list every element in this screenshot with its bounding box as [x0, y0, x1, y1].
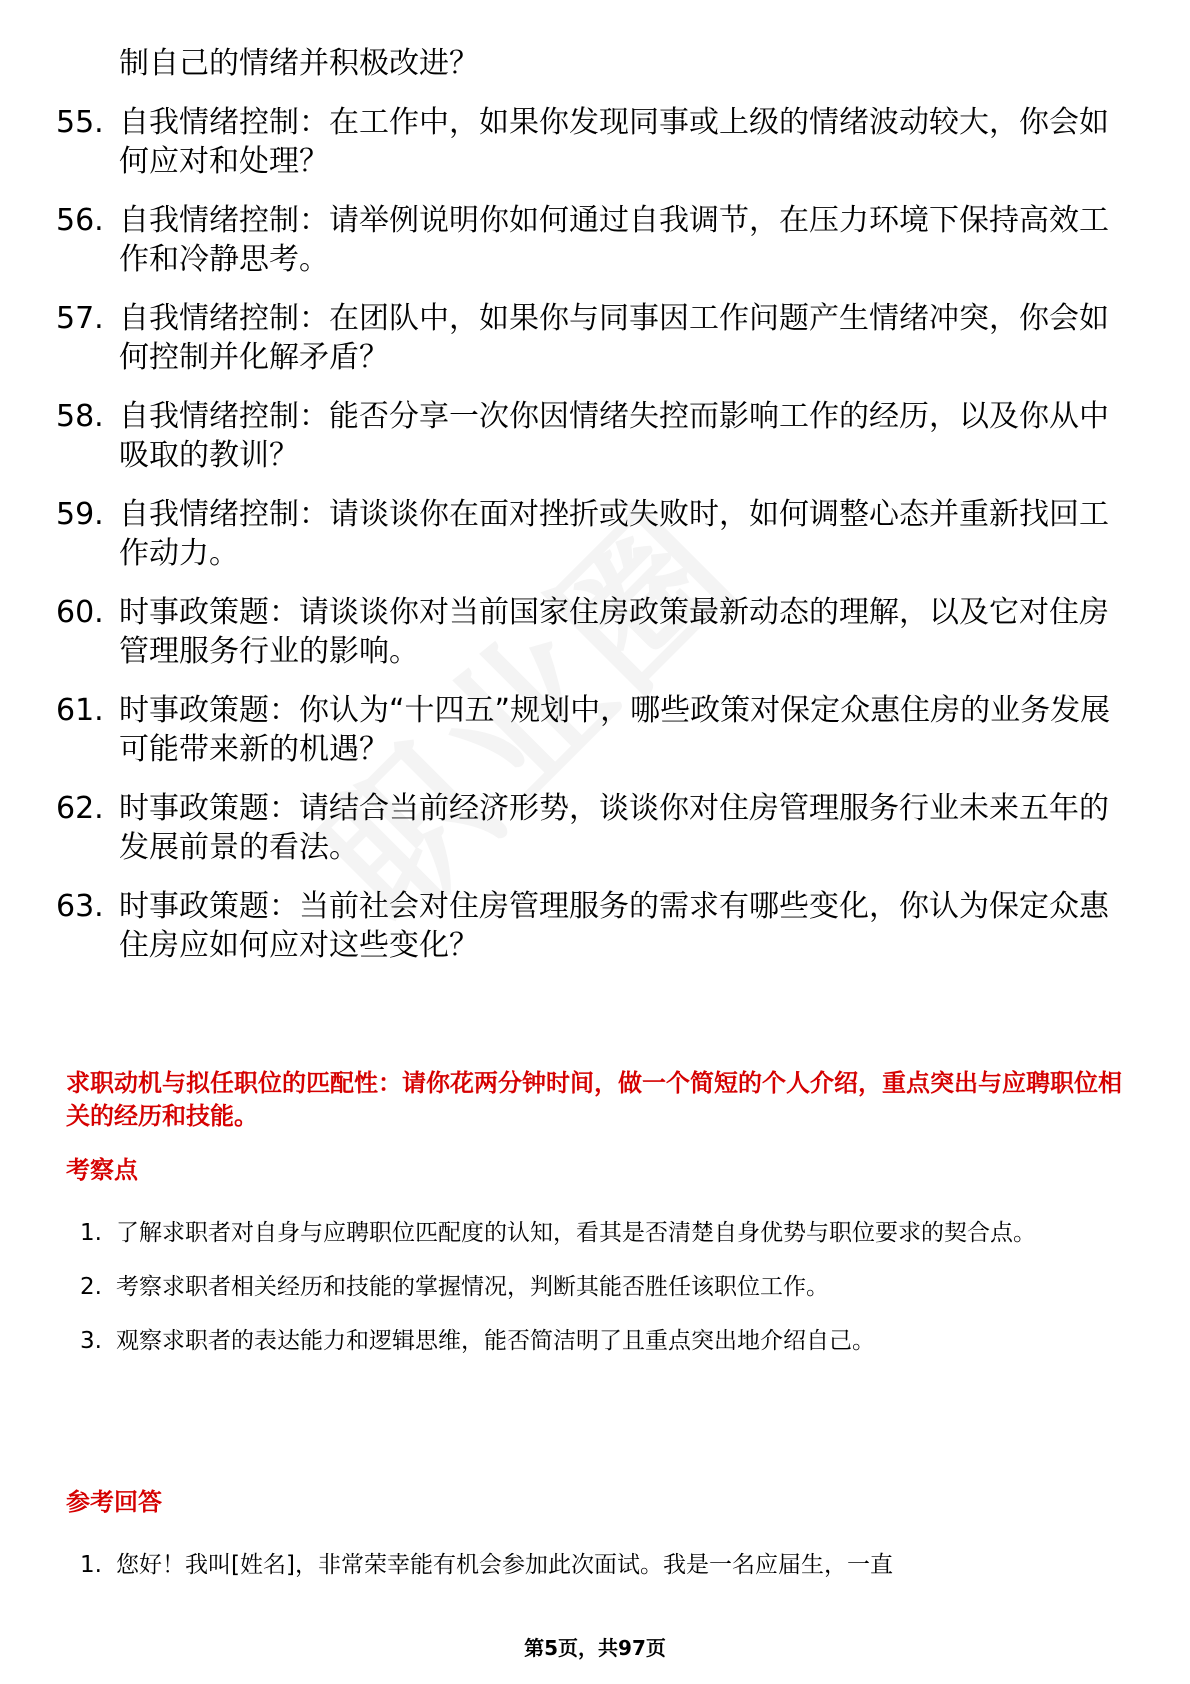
points-heading: 考察点 — [66, 1156, 138, 1184]
question-number: 60. — [56, 595, 104, 630]
question-number: 61. — [56, 693, 104, 728]
question-item — [56, 397, 1116, 475]
question-text: 自我情绪控制：请谈谈你在面对挫折或失败时，如何调整心态并重新找回工作动力。 — [119, 497, 1109, 571]
point-text: 了解求职者对自身与应聘职位匹配度的认知，看其是否清楚自身优势与职位要求的契合点。 — [116, 1220, 1036, 1246]
page-number: 第5页，共97页 — [524, 1636, 666, 1660]
question-text: 自我情绪控制：请举例说明你如何通过自我调节，在压力环境下保持高效工作和冷静思考。 — [119, 203, 1109, 277]
question-number: 62. — [56, 791, 104, 826]
question-text: 自我情绪控制：在工作中，如果你发现同事或上级的情绪波动较大，你会如何应对和处理？ — [119, 105, 1109, 179]
question-item — [56, 691, 1116, 769]
question-number: 55. — [56, 105, 104, 140]
point-item — [80, 1206, 1120, 1260]
question-text: 自我情绪控制：能否分享一次你因情绪失控而影响工作的经历，以及你从中吸取的教训？ — [119, 399, 1109, 473]
point-number: 1. — [80, 1220, 102, 1246]
point-text: 考察求职者相关经历和技能的掌握情况，判断其能否胜任该职位工作。 — [116, 1274, 829, 1300]
question-item — [56, 103, 1116, 181]
question-item — [56, 201, 1116, 279]
question-number: 63. — [56, 889, 104, 924]
question-list — [56, 44, 1116, 985]
question-number: 58. — [56, 399, 104, 434]
question-number: 56. — [56, 203, 104, 238]
question-text: 时事政策题：当前社会对住房管理服务的需求有哪些变化，你认为保定众惠住房应如何应对这些变化？ — [119, 889, 1109, 963]
question-number: 57. — [56, 301, 104, 336]
question-number: 59. — [56, 497, 104, 532]
section-title: 求职动机与拟任职位的匹配性：请你花两分钟时间，做一个简短的个人介绍，重点突出与应聘职位相关的经历和技能。 — [66, 1069, 1122, 1130]
question-text: 时事政策题：你认为“十四五”规划中，哪些政策对保定众惠住房的业务发展可能带来新的机遇？ — [119, 693, 1111, 767]
answer-item — [80, 1538, 1120, 1592]
answer-number: 1. — [80, 1552, 102, 1578]
question-text: 自我情绪控制：在团队中，如果你与同事因工作问题产生情绪冲突，你会如何控制并化解矛盾？ — [119, 301, 1109, 375]
point-item — [80, 1314, 1120, 1368]
question-item — [56, 593, 1116, 671]
question-item — [56, 789, 1116, 867]
question-text: 时事政策题：请结合当前经济形势，谈谈你对住房管理服务行业未来五年的发展前景的看法。 — [119, 791, 1109, 865]
point-number: 3. — [80, 1328, 102, 1354]
point-text: 观察求职者的表达能力和逻辑思维，能否简洁明了且重点突出地介绍自己。 — [116, 1328, 875, 1354]
question-continuation: 制自己的情绪并积极改进？ — [119, 46, 479, 81]
points-list — [80, 1206, 1120, 1368]
question-item — [56, 299, 1116, 377]
answer-list — [80, 1538, 1120, 1592]
question-item — [56, 887, 1116, 965]
point-number: 2. — [80, 1274, 102, 1300]
question-text: 时事政策题：请谈谈你对当前国家住房政策最新动态的理解，以及它对住房管理服务行业的影响。 — [119, 595, 1109, 669]
answer-text: 您好！我叫[姓名]，非常荣幸能有机会参加此次面试。我是一名应届生，一直 — [116, 1552, 893, 1578]
point-item — [80, 1260, 1120, 1314]
answer-heading: 参考回答 — [66, 1488, 162, 1516]
question-item — [56, 495, 1116, 573]
